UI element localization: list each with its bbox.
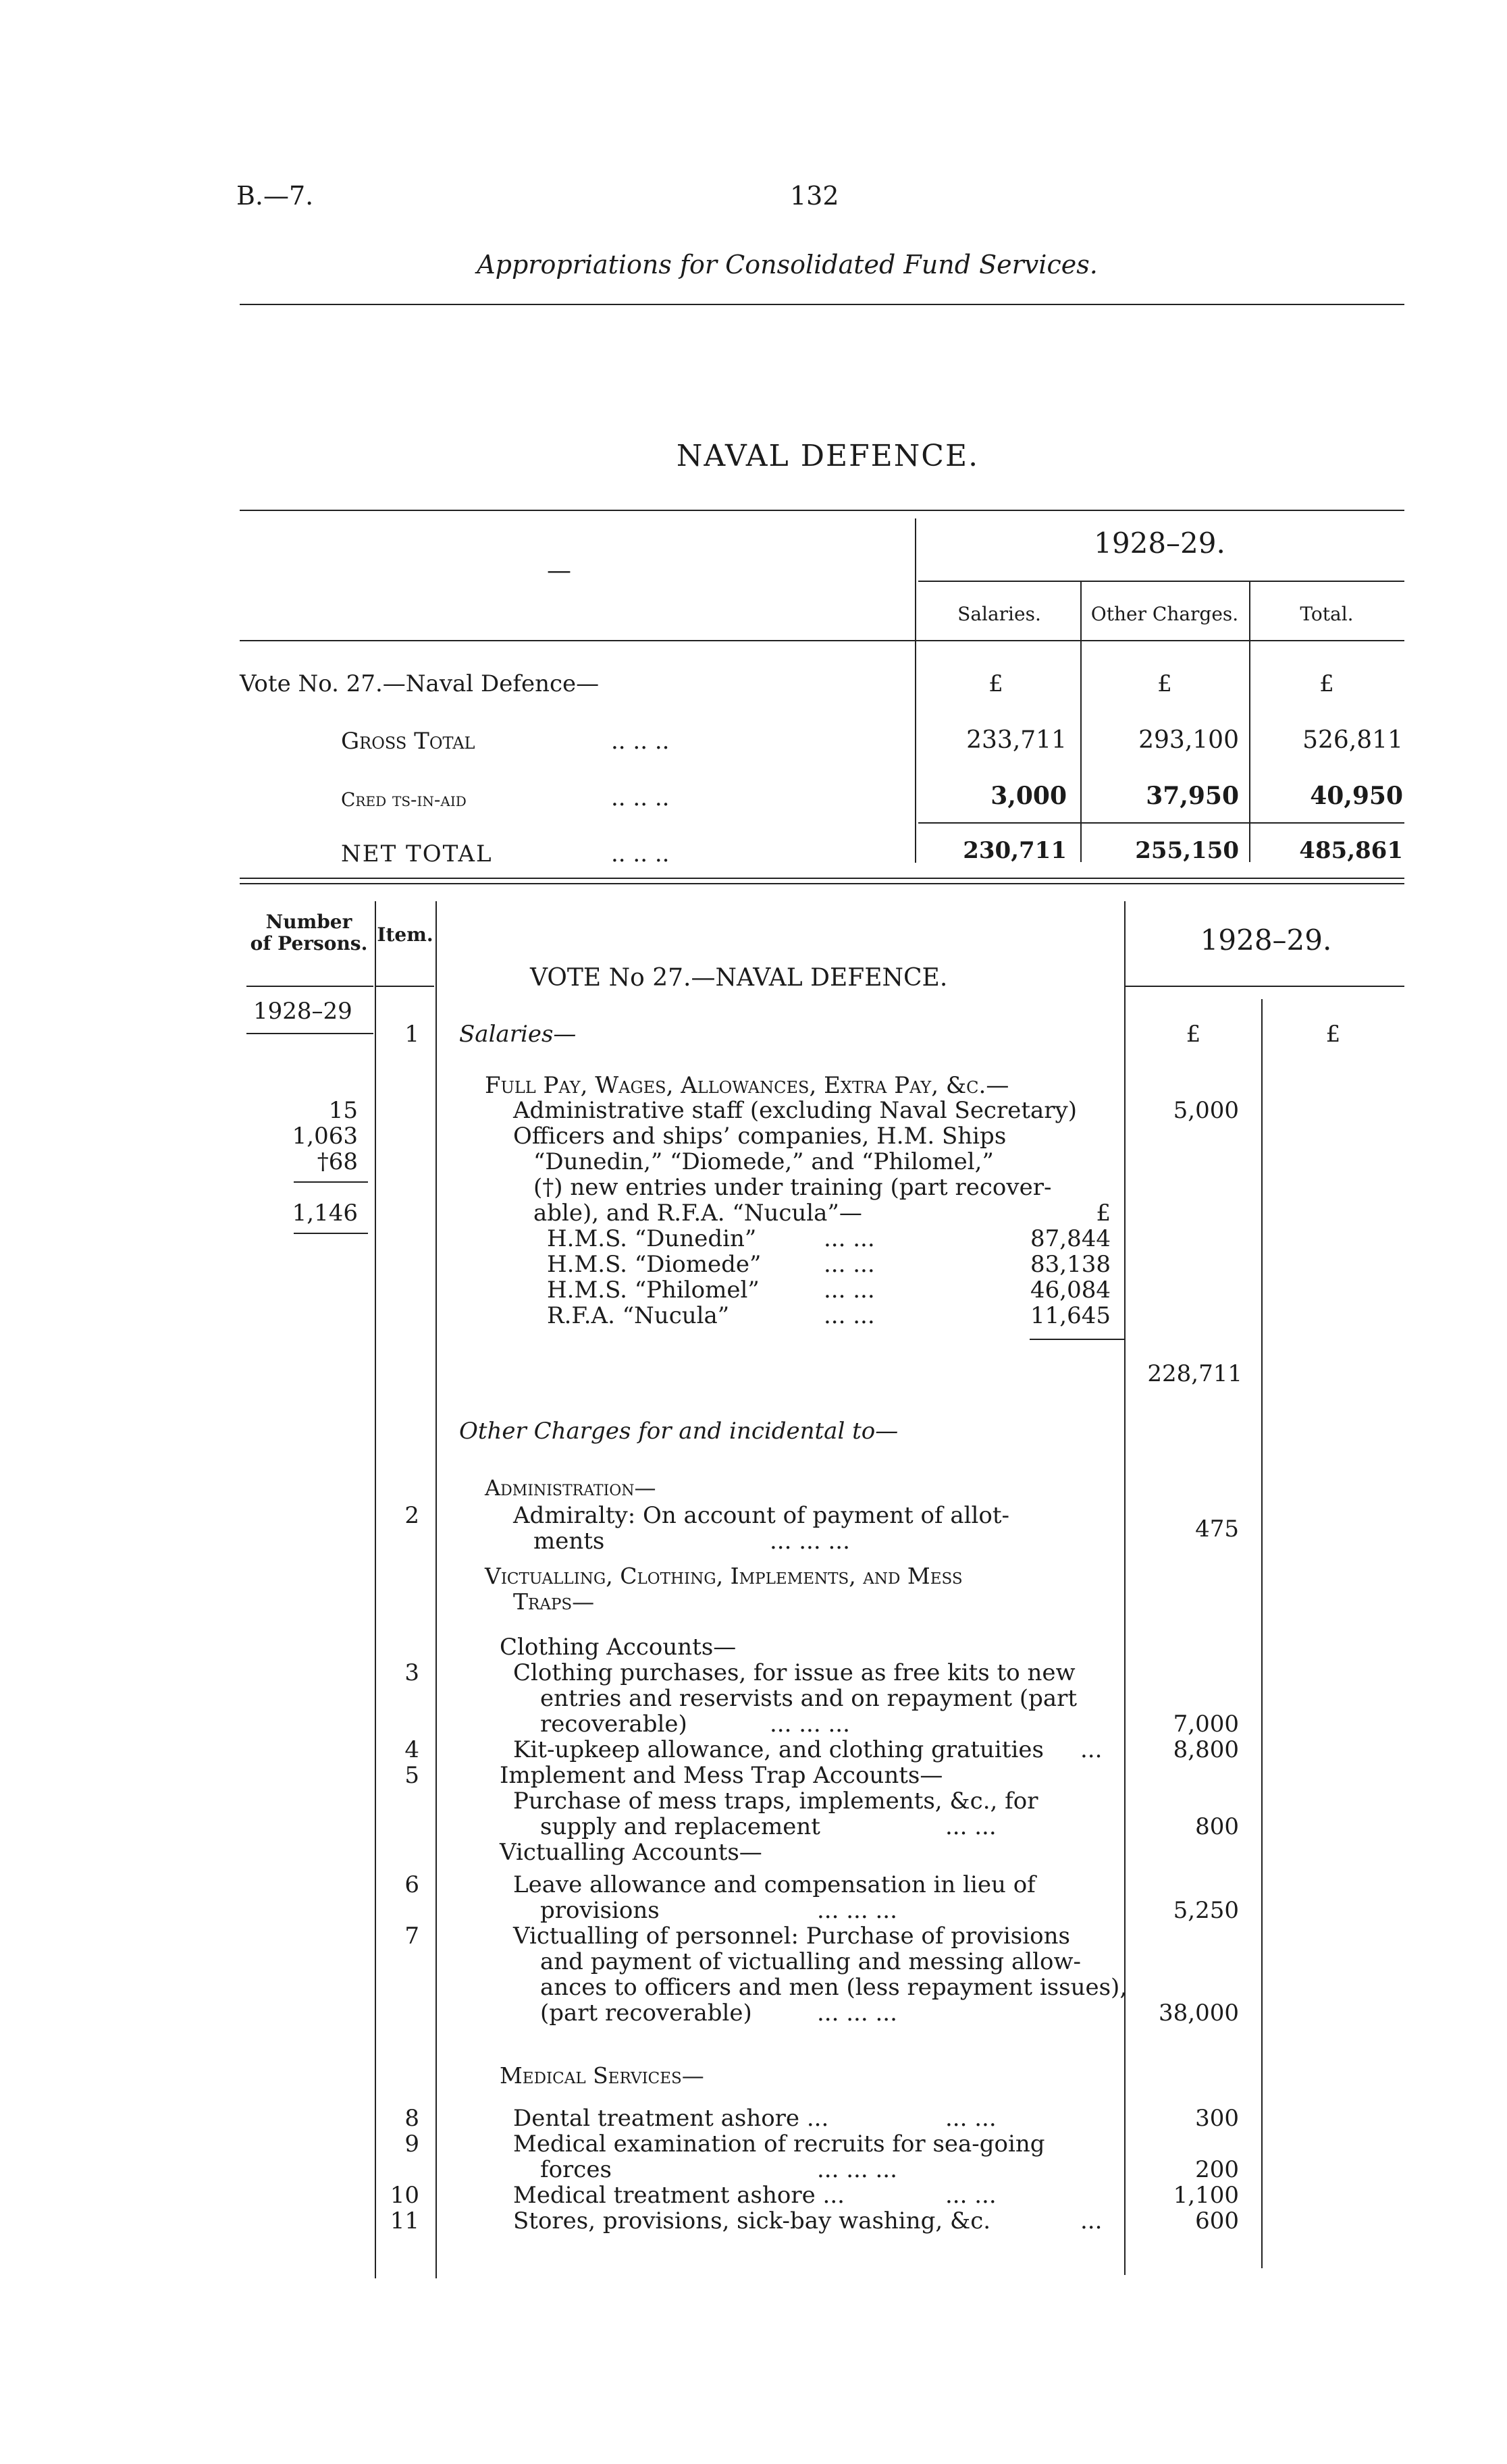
currency-other xyxy=(1080,670,1249,697)
item-6-amount: 5,250 xyxy=(1173,1897,1239,1924)
ship-philomel-dots: ... ... xyxy=(824,1277,875,1304)
full-pay-heading: Full Pay, Wages, Allowances, Extra Pay, &c.— xyxy=(485,1072,1009,1099)
item-3-dots: ... ... ... xyxy=(770,1711,850,1738)
ship-dunedin: H.M.S. “Dunedin” xyxy=(547,1225,757,1252)
item-9-number: 9 xyxy=(404,2131,419,2158)
admin-staff-amount: 5,000 xyxy=(1173,1097,1239,1124)
summary-top-rule xyxy=(240,510,1404,511)
medical-services-heading: Medical Services— xyxy=(500,2062,704,2089)
ship-dunedin-amount: 87,844 xyxy=(1030,1225,1111,1252)
detail-year xyxy=(1128,923,1404,957)
item-1-number: 1 xyxy=(404,1021,419,1048)
net-total-other: 255,150 xyxy=(1135,837,1239,864)
item-10-dots: ... ... xyxy=(945,2182,997,2209)
summary-year xyxy=(918,527,1401,560)
item-6-line-2: provisions xyxy=(540,1897,660,1924)
item-7-number: 7 xyxy=(404,1923,419,1950)
item-9-line-2: forces xyxy=(540,2156,612,2183)
item-11-dots: ... xyxy=(1080,2207,1103,2234)
item-3-line-2: entries and reservists and on repayment (part xyxy=(540,1685,1078,1712)
pound-sign: £ xyxy=(1096,1200,1111,1227)
currency-total-col xyxy=(1264,1021,1402,1048)
credits-in-aid-dots: .. .. .. xyxy=(611,784,670,811)
vote-label: Vote No. 27.—Naval Defence— xyxy=(240,670,600,697)
page-subtitle-text: Appropriations for Consolidated Fund Services. xyxy=(477,250,1098,279)
vrule-persons-item xyxy=(375,901,376,2278)
persons-header-rule xyxy=(246,986,373,987)
item-7-line-1: Victualling of personnel: Purchase of provisions xyxy=(513,1923,1070,1950)
salaries-heading: Salaries— xyxy=(459,1021,577,1048)
currency-total-col-sym: £ xyxy=(1325,1021,1341,1048)
item-4-dots: ... xyxy=(1080,1736,1103,1763)
col-item-label: Item. xyxy=(377,923,433,946)
persons-new-entries: †68 xyxy=(317,1148,358,1175)
credits-in-aid-other: 37,950 xyxy=(1146,782,1239,810)
col-salaries-label: Salaries. xyxy=(957,603,1041,625)
item-8-dots: ... ... xyxy=(945,2105,997,2132)
item-7-amount: 38,000 xyxy=(1159,2000,1239,2027)
persons-year: 1928–29 xyxy=(253,998,352,1025)
credits-in-aid-salaries: 3,000 xyxy=(990,782,1067,810)
item-5-line-2: supply and replacement xyxy=(540,1813,820,1840)
item-10-amount: 1,100 xyxy=(1173,2182,1239,2209)
header-rule xyxy=(240,304,1404,305)
victualling-accounts-heading: Victualling Accounts— xyxy=(500,1839,762,1866)
report-reference: B.—7. xyxy=(236,181,314,211)
item-11-amount: 600 xyxy=(1195,2207,1239,2234)
currency-salaries-sym: £ xyxy=(988,670,1003,697)
item-6-number: 6 xyxy=(404,1871,419,1898)
item-7-line-2: and payment of victualling and messing allow- xyxy=(540,1948,1082,1975)
ship-dunedin-dots: ... ... xyxy=(824,1225,875,1252)
section-title-wrap xyxy=(0,439,1507,473)
credits-in-aid-label: Cred ts-in-aid xyxy=(341,788,467,811)
item-4-number: 4 xyxy=(404,1736,419,1763)
summary-dash: — xyxy=(547,557,571,585)
ship-diomede-amount: 83,138 xyxy=(1030,1251,1111,1278)
item-8-text: Dental treatment ashore ... xyxy=(513,2105,829,2132)
net-total-label: NET TOTAL xyxy=(341,840,493,867)
col-number-label: Number xyxy=(265,911,352,933)
ships-sum-rule xyxy=(1030,1339,1124,1340)
col-salaries xyxy=(918,603,1080,625)
ship-diomede: H.M.S. “Diomede” xyxy=(547,1251,762,1278)
item-9-amount: 200 xyxy=(1195,2156,1239,2183)
item-3-line-1: Clothing purchases, for issue as free kits to new xyxy=(513,1659,1076,1686)
col-other-charges xyxy=(1080,603,1249,625)
item-2-amount: 475 xyxy=(1195,1516,1239,1543)
currency-other-sym: £ xyxy=(1157,670,1172,697)
ship-nucula-dots: ... ... xyxy=(824,1302,875,1329)
full-pay-line-2: Officers and ships’ companies, H.M. Ships xyxy=(513,1123,1007,1150)
vrule-desc-amount xyxy=(1124,901,1126,2275)
implement-accounts-heading: Implement and Mess Trap Accounts— xyxy=(500,1762,943,1789)
gross-total-other: 293,100 xyxy=(1138,726,1239,754)
summary-bottom-rule-2 xyxy=(240,883,1404,884)
page-number: 132 xyxy=(790,181,839,211)
credits-in-aid-total: 40,950 xyxy=(1310,782,1403,810)
page-subtitle xyxy=(0,250,1507,279)
full-pay-line-4: (†) new entries under training (part recover- xyxy=(533,1174,1052,1201)
item-7-dots: ... ... ... xyxy=(817,2000,897,2027)
net-total-salaries: 230,711 xyxy=(963,837,1067,864)
net-total-rule xyxy=(918,822,1404,824)
currency-total xyxy=(1249,670,1404,697)
item-header-rule xyxy=(376,986,434,987)
item-4-text: Kit-upkeep allowance, and clothing gratuities xyxy=(513,1736,1044,1763)
clothing-accounts-heading: Clothing Accounts— xyxy=(500,1634,737,1661)
col-other-label: Other Charges. xyxy=(1090,603,1239,625)
item-9-dots: ... ... ... xyxy=(817,2156,897,2183)
full-pay-line-1: Administrative staff (excluding Naval Secretary) xyxy=(513,1097,1078,1124)
gross-total-label: Gross Total xyxy=(341,728,475,755)
gross-total-total: 526,811 xyxy=(1302,726,1403,754)
victualling-heading-1: Victualling, Clothing, Implements, and Mess xyxy=(485,1563,963,1589)
item-3-number: 3 xyxy=(404,1659,419,1686)
persons-officers: 1,063 xyxy=(292,1123,358,1150)
item-5-number: 5 xyxy=(404,1762,419,1789)
detail-year-text: 1928–29. xyxy=(1200,923,1332,957)
section-title: NAVAL DEFENCE. xyxy=(676,439,980,473)
item-2-number: 2 xyxy=(404,1502,419,1529)
vote-title: VOTE No 27.—NAVAL DEFENCE. xyxy=(530,964,948,992)
item-2-dots: ... ... ... xyxy=(770,1528,850,1555)
item-11-number: 11 xyxy=(390,2207,419,2234)
summary-vrule-left xyxy=(915,518,916,863)
item-6-dots: ... ... ... xyxy=(817,1897,897,1924)
item-2-line-2: ments xyxy=(533,1528,605,1555)
currency-amount-col xyxy=(1128,1021,1259,1048)
persons-total-rule xyxy=(294,1233,368,1234)
item-5-dots: ... ... xyxy=(945,1813,997,1840)
col-total xyxy=(1249,603,1404,625)
amount-header-rule xyxy=(1126,986,1404,987)
summary-year-rule xyxy=(918,581,1404,582)
other-charges-heading: Other Charges for and incidental to— xyxy=(459,1418,899,1445)
ship-nucula: R.F.A. “Nucula” xyxy=(547,1302,730,1329)
full-pay-line-3: “Dunedin,” “Diomede,” and “Philomel,” xyxy=(533,1148,994,1175)
item-4-amount: 8,800 xyxy=(1173,1736,1239,1763)
currency-amount-sym: £ xyxy=(1186,1021,1201,1048)
currency-total-sym: £ xyxy=(1319,670,1334,697)
item-5-amount: 800 xyxy=(1195,1813,1239,1840)
persons-admin: 15 xyxy=(328,1097,358,1124)
item-11-text: Stores, provisions, sick-bay washing, &c. xyxy=(513,2207,991,2234)
ships-total-amount: 228,711 xyxy=(1147,1360,1242,1387)
administration-heading: Administration— xyxy=(485,1475,656,1501)
item-2-line-1: Admiralty: On account of payment of allot- xyxy=(513,1502,1009,1529)
vrule-item-desc xyxy=(435,901,437,2278)
ship-philomel: H.M.S. “Philomel” xyxy=(547,1277,760,1304)
item-8-number: 8 xyxy=(404,2105,419,2132)
persons-year-rule xyxy=(246,1033,373,1034)
summary-year-text: 1928–29. xyxy=(1094,527,1225,560)
col-total-label: Total. xyxy=(1300,603,1354,625)
ship-philomel-amount: 46,084 xyxy=(1030,1277,1111,1304)
item-10-number: 10 xyxy=(390,2182,419,2209)
net-total-dots: .. .. .. xyxy=(611,840,670,867)
net-total-total: 485,861 xyxy=(1299,837,1403,864)
item-3-line-3: recoverable) xyxy=(540,1711,687,1738)
item-6-line-1: Leave allowance and compensation in lieu of xyxy=(513,1871,1036,1898)
item-10-text: Medical treatment ashore ... xyxy=(513,2182,845,2209)
gross-total-dots: .. .. .. xyxy=(611,728,670,755)
victualling-heading-2: Traps— xyxy=(513,1588,595,1615)
item-9-line-1: Medical examination of recruits for sea-going xyxy=(513,2131,1045,2158)
persons-total: 1,146 xyxy=(292,1200,358,1227)
col-item xyxy=(375,923,435,946)
item-7-line-4: (part recoverable) xyxy=(540,2000,752,2027)
vrule-amount-total xyxy=(1261,999,1263,2268)
currency-salaries xyxy=(918,670,1074,697)
persons-sum-rule xyxy=(294,1181,368,1183)
ship-nucula-amount: 11,645 xyxy=(1030,1302,1111,1329)
summary-bottom-rule-1 xyxy=(240,878,1404,879)
item-5-line-1: Purchase of mess traps, implements, &c., for xyxy=(513,1788,1038,1815)
item-7-line-3: ances to officers and men (less repayment issues), xyxy=(540,1974,1128,2001)
ship-diomede-dots: ... ... xyxy=(824,1251,875,1278)
item-3-amount: 7,000 xyxy=(1173,1711,1239,1738)
full-pay-line-5: able), and R.F.A. “Nucula”— xyxy=(533,1200,862,1227)
gross-total-salaries: 233,711 xyxy=(966,726,1067,754)
col-of-persons-label: of Persons. xyxy=(250,932,368,955)
col-number-persons xyxy=(246,911,371,955)
item-8-amount: 300 xyxy=(1195,2105,1239,2132)
summary-header-rule xyxy=(240,640,1404,641)
